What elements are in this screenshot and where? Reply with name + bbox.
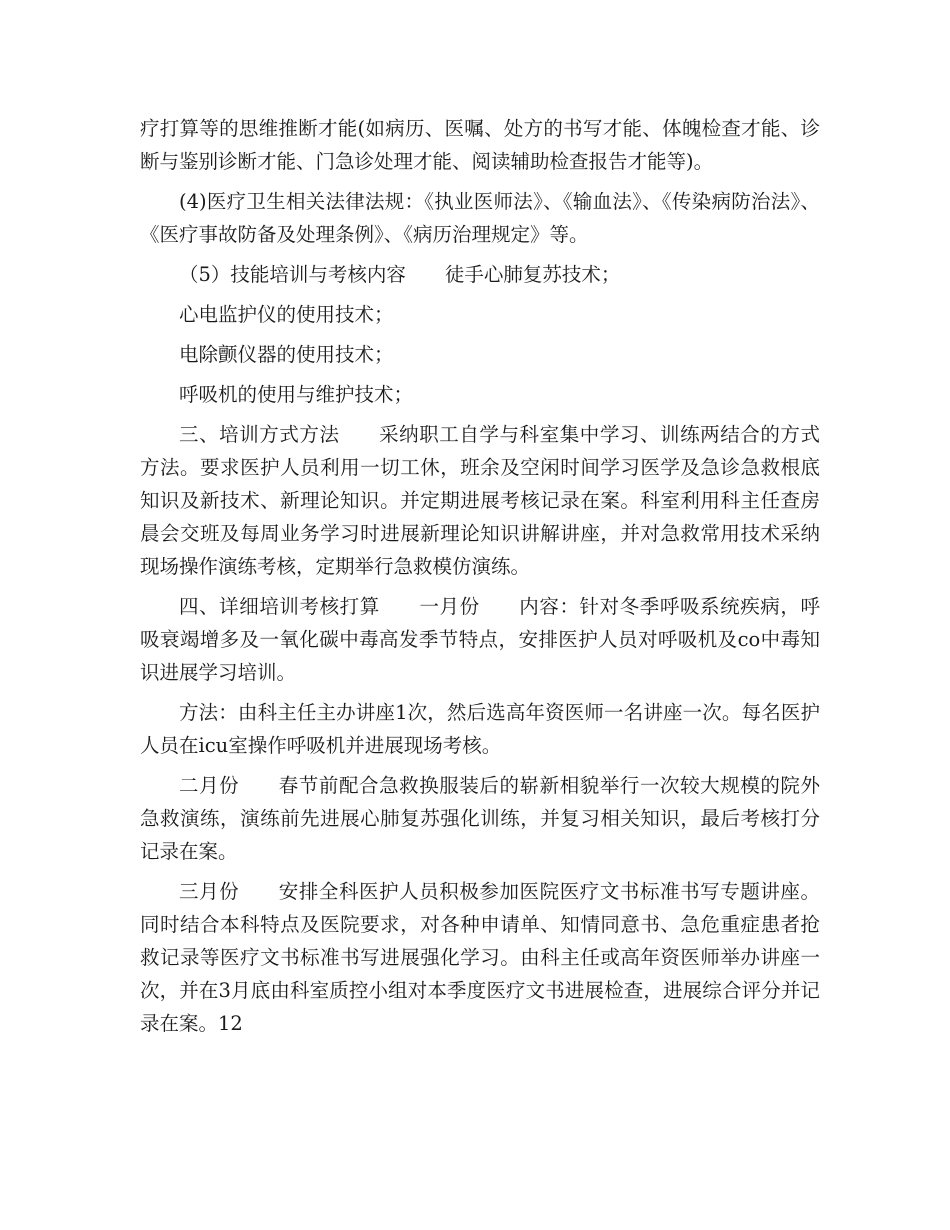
paragraph-9 [140, 696, 820, 762]
paragraph-3-text-2: 徒手心肺复苏技术； [444, 263, 621, 286]
paragraph-10-text: 二月份 [179, 774, 240, 797]
paragraph-5 [140, 338, 820, 371]
paragraph-11-text-2: 安排全科医护人员积极参加医院医疗文书标准书写专题讲座。同时结合本科特点及医院要求，对各种申请单、知情同意书、急危重症患者抢救记录等医疗文书标准书写进展强化学习。由科主任或高年资医师举办讲座一次，并在3月底由科室质控小组对本季度医疗文书进展检查，进展综合评分并记录在案。12 [140, 880, 820, 1035]
document-page [140, 112, 820, 1047]
paragraph-8-text-3: 内容：针对冬季呼吸系统疾病，呼吸衰竭增多及一氧化碳中毒高发季节特点，安排医护人员对呼吸机及co中毒知识进展学习培训。 [140, 595, 820, 684]
paragraph-11-text: 三月份 [179, 880, 240, 903]
paragraph-7-text-2: 采纳职工自学与科室集中学习、训练两结合的方式方法。要求医护人员利用一切工休，班余及空闲时间学习医学及急诊急救根底知识及新技术、新理论知识。并定期进展考核记录在案。科室利用科主任查房晨会交班及每周业务学习时进展新理论知识讲解讲座，并对急救常用技术采纳现场操作演练考核，定期举行急救模仿演练。 [140, 423, 820, 578]
paragraph-4 [140, 298, 820, 331]
paragraph-10-text-2: 春节前配合急救换服装后的崭新相貌举行一次较大规模的院外急救演练，演练前先进展心肺复苏强化训练，并复习相关知识，最后考核打分记录在案。 [140, 774, 820, 863]
paragraph-10 [140, 769, 820, 868]
paragraph-6-text: 呼吸机的使用与维护技术； [179, 383, 414, 406]
paragraph-11 [140, 875, 820, 1040]
paragraph-9-text: 方法：由科主任主办讲座1次，然后选高年资医师一名讲座一次。每名医护人员在icu室操作呼吸机并进展现场考核。 [140, 701, 820, 757]
paragraph-3 [140, 258, 820, 291]
paragraph-5-text: 电除颤仪器的使用技术； [179, 343, 394, 366]
paragraph-2-text: (4)医疗卫生相关法律法规：《执业医师法》、《输血法》、《传染病防治法》、《医疗事故防备及处理条例》、《病历治理规定》等。 [140, 190, 820, 246]
paragraph-8 [140, 590, 820, 689]
paragraph-3-text: （5）技能培训与考核内容 [179, 263, 406, 286]
paragraph-7-text: 三、培训方式方法 [179, 423, 340, 446]
paragraph-1 [140, 112, 820, 178]
paragraph-8-text: 四、详细培训考核打算 [179, 595, 380, 618]
paragraph-8-text-2: 一月份 [418, 595, 480, 618]
paragraph-2 [140, 185, 820, 251]
paragraph-4-text: 心电监护仪的使用技术； [179, 303, 394, 326]
paragraph-7 [140, 418, 820, 583]
paragraph-6 [140, 378, 820, 411]
paragraph-1-text: 疗打算等的思维推断才能(如病历、医嘱、处方的书写才能、体魄检查才能、诊断与鉴别诊断才能、门急诊处理才能、阅读辅助检查报告才能等)。 [140, 117, 820, 173]
